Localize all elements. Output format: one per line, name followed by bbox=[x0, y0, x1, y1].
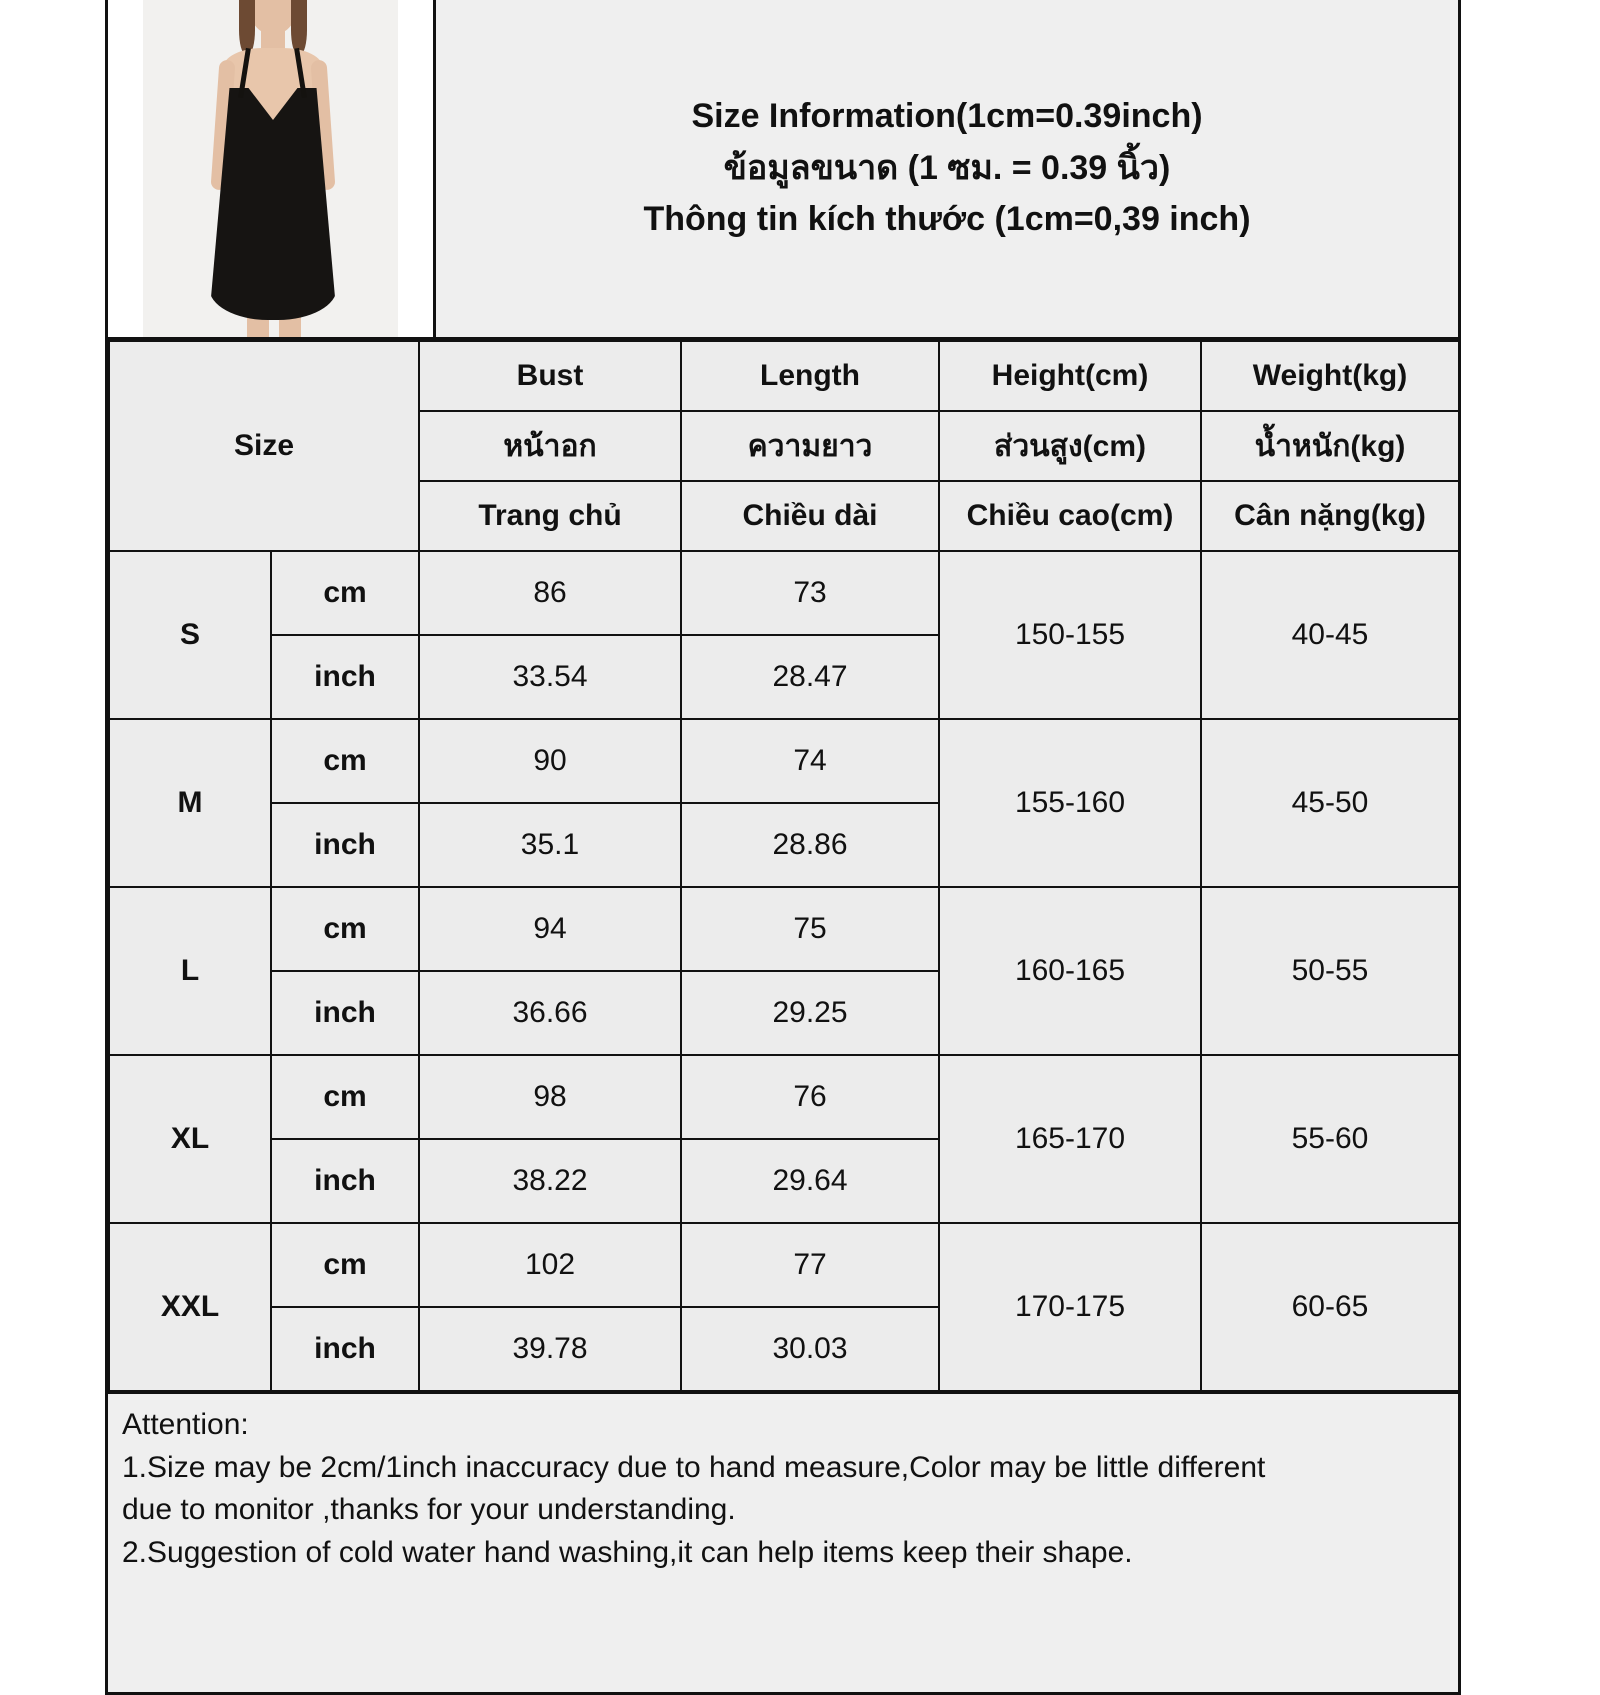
col-header-bust-th: หน้าอก bbox=[419, 411, 681, 481]
weight-range: 55-60 bbox=[1201, 1055, 1459, 1223]
product-photo-image bbox=[143, 0, 398, 337]
col-header-weight-th: น้ำหนัก(kg) bbox=[1201, 411, 1459, 481]
table-row bbox=[109, 887, 1459, 971]
length-cm: 76 bbox=[681, 1055, 939, 1139]
attention-heading: Attention: bbox=[122, 1408, 249, 1441]
col-header-weight-vi: Cân nặng(kg) bbox=[1201, 481, 1459, 551]
col-header-length-en: Length bbox=[681, 341, 939, 411]
length-inch: 28.47 bbox=[681, 635, 939, 719]
bust-inch: 33.54 bbox=[419, 635, 681, 719]
bust-cm: 94 bbox=[419, 887, 681, 971]
height-range: 165-170 bbox=[939, 1055, 1201, 1223]
row-size-label: XL bbox=[109, 1055, 271, 1223]
unit-cm: cm bbox=[271, 551, 419, 635]
chart-title-block bbox=[436, 0, 1458, 337]
unit-inch: inch bbox=[271, 1139, 419, 1223]
col-header-length-th: ความยาว bbox=[681, 411, 939, 481]
attention-block bbox=[108, 1392, 1458, 1692]
table-header-row-en bbox=[109, 341, 1459, 411]
row-size-label: M bbox=[109, 719, 271, 887]
length-cm: 74 bbox=[681, 719, 939, 803]
title-en: Size Information(1cm=0.39inch) bbox=[691, 96, 1203, 135]
length-inch: 29.25 bbox=[681, 971, 939, 1055]
unit-inch: inch bbox=[271, 1307, 419, 1391]
attention-line-3: 2.Suggestion of cold water hand washing,it can help items keep their shape. bbox=[122, 1535, 1133, 1569]
bust-cm: 102 bbox=[419, 1223, 681, 1307]
bust-inch: 39.78 bbox=[419, 1307, 681, 1391]
size-chart-sheet bbox=[105, 0, 1461, 1695]
unit-inch: inch bbox=[271, 803, 419, 887]
weight-range: 45-50 bbox=[1201, 719, 1459, 887]
model-hair-right bbox=[291, 0, 307, 54]
bust-inch: 35.1 bbox=[419, 803, 681, 887]
col-header-height-vi: Chiều cao(cm) bbox=[939, 481, 1201, 551]
black-slip-dress bbox=[209, 88, 337, 320]
table-row bbox=[109, 1223, 1459, 1307]
bust-cm: 86 bbox=[419, 551, 681, 635]
green-leaf-icon bbox=[431, 0, 436, 22]
height-range: 170-175 bbox=[939, 1223, 1201, 1391]
height-range: 150-155 bbox=[939, 551, 1201, 719]
weight-range: 50-55 bbox=[1201, 887, 1459, 1055]
table-row bbox=[109, 551, 1459, 635]
weight-range: 60-65 bbox=[1201, 1223, 1459, 1391]
attention-line-2: due to monitor ,thanks for your understanding. bbox=[122, 1493, 736, 1527]
length-cm: 77 bbox=[681, 1223, 939, 1307]
unit-cm: cm bbox=[271, 1055, 419, 1139]
size-header-cell: Size bbox=[109, 341, 419, 551]
length-inch: 28.86 bbox=[681, 803, 939, 887]
title-th: ข้อมูลขนาด (1 ซม. = 0.39 นิ้ว) bbox=[723, 148, 1171, 187]
length-inch: 30.03 bbox=[681, 1307, 939, 1391]
weight-range: 40-45 bbox=[1201, 551, 1459, 719]
col-header-bust-vi: Trang chủ bbox=[419, 481, 681, 551]
size-table bbox=[108, 340, 1460, 1392]
row-size-label: XXL bbox=[109, 1223, 271, 1391]
bust-inch: 36.66 bbox=[419, 971, 681, 1055]
chart-header bbox=[108, 0, 1458, 340]
col-header-height-th: ส่วนสูง(cm) bbox=[939, 411, 1201, 481]
bust-cm: 98 bbox=[419, 1055, 681, 1139]
row-size-label: L bbox=[109, 887, 271, 1055]
unit-cm: cm bbox=[271, 1223, 419, 1307]
model-hair-left bbox=[239, 0, 255, 54]
table-row bbox=[109, 1055, 1459, 1139]
bust-cm: 90 bbox=[419, 719, 681, 803]
height-range: 155-160 bbox=[939, 719, 1201, 887]
unit-cm: cm bbox=[271, 887, 419, 971]
unit-inch: inch bbox=[271, 971, 419, 1055]
bust-inch: 38.22 bbox=[419, 1139, 681, 1223]
length-cm: 73 bbox=[681, 551, 939, 635]
height-range: 160-165 bbox=[939, 887, 1201, 1055]
col-header-weight-en: Weight(kg) bbox=[1201, 341, 1459, 411]
product-photo bbox=[108, 0, 436, 337]
unit-inch: inch bbox=[271, 635, 419, 719]
length-inch: 29.64 bbox=[681, 1139, 939, 1223]
col-header-bust-en: Bust bbox=[419, 341, 681, 411]
col-header-height-en: Height(cm) bbox=[939, 341, 1201, 411]
attention-line-1: 1.Size may be 2cm/1inch inaccuracy due to hand measure,Color may be little different bbox=[122, 1450, 1266, 1484]
row-size-label: S bbox=[109, 551, 271, 719]
title-vi: Thông tin kích thước (1cm=0,39 inch) bbox=[643, 200, 1251, 239]
table-row bbox=[109, 719, 1459, 803]
col-header-length-vi: Chiều dài bbox=[681, 481, 939, 551]
unit-cm: cm bbox=[271, 719, 419, 803]
length-cm: 75 bbox=[681, 887, 939, 971]
